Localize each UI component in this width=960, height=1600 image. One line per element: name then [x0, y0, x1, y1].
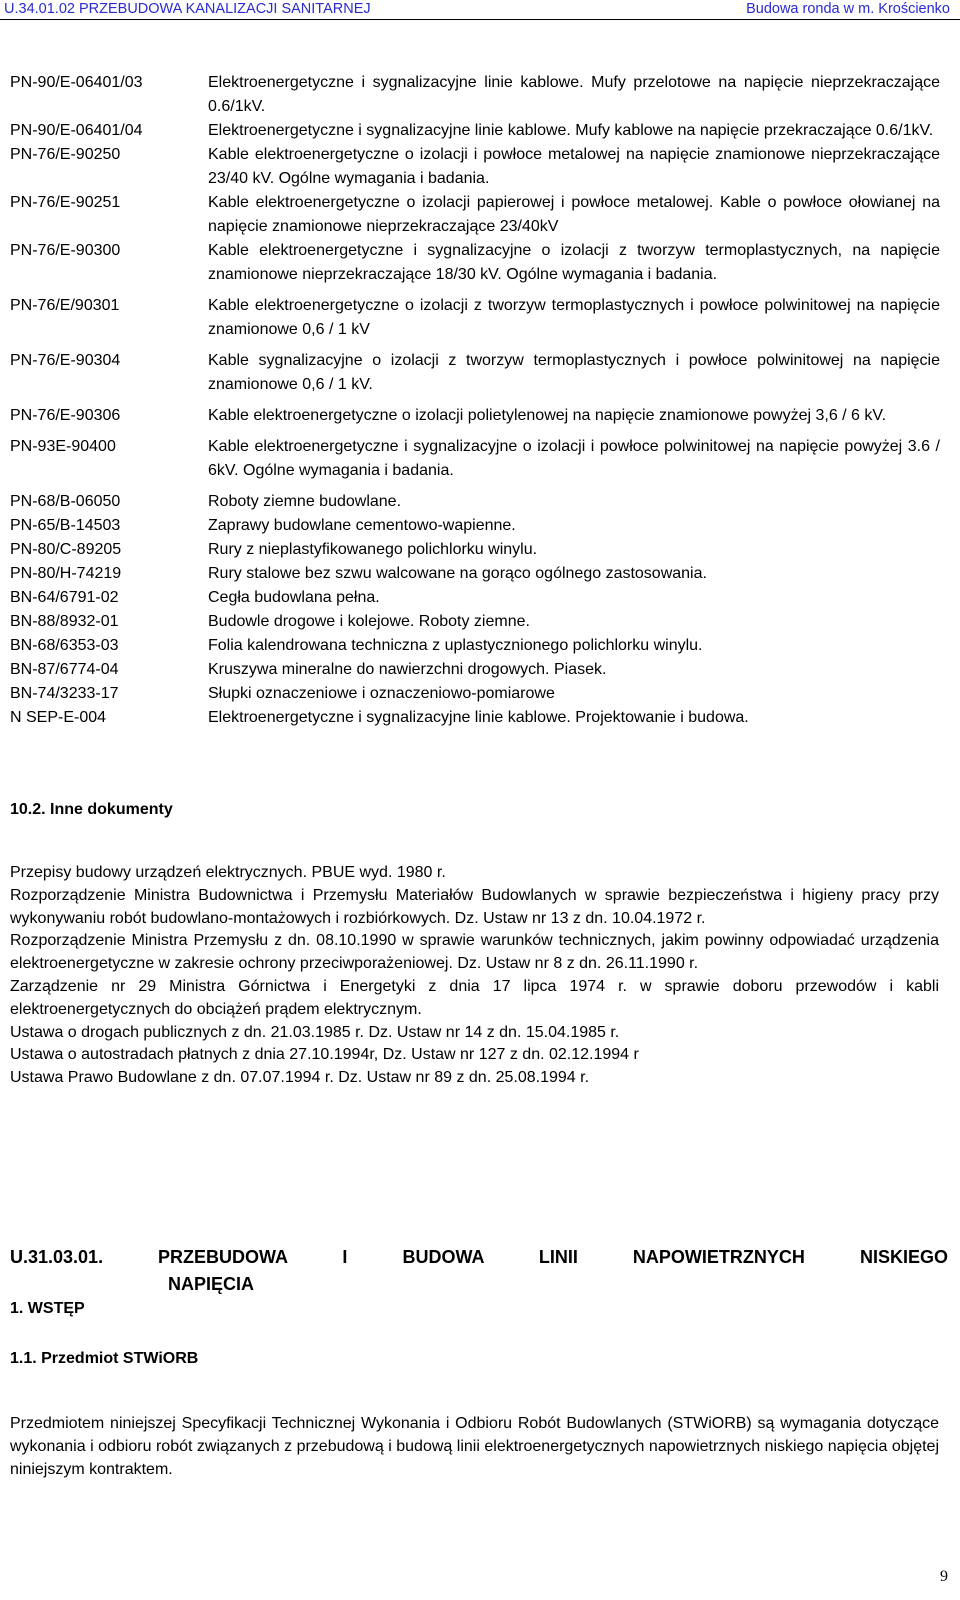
header-project-name: Budowa ronda w m. Krościenko — [746, 1, 950, 17]
standard-code: BN-74/3233-17 — [10, 685, 119, 702]
other-documents-list — [10, 862, 939, 1090]
standard-code: BN-87/6774-04 — [10, 661, 119, 678]
standard-row — [10, 490, 940, 514]
standard-description: Folia kalendrowana techniczna z uplastycznionego polichlorku winylu. — [208, 637, 703, 654]
standard-description: Budowle drogowe i kolejowe. Roboty ziemne. — [208, 613, 530, 630]
standard-description: Rury z nieplastyfikowanego polichlorku winylu. — [208, 541, 538, 558]
standard-row — [10, 610, 940, 634]
header-spec-code: U.34.01.02 PRZEBUDOWA KANALIZACJI SANITARNEJ — [4, 1, 371, 17]
page-number: 9 — [940, 1568, 948, 1585]
chapter-number: U.31.03.01. — [10, 1247, 104, 1267]
page-header — [0, 0, 960, 20]
standard-description: Kable elektroenergetyczne i sygnalizacyjne o izolacji i powłoce polwinitowej na napięcie powyżej 3.6 / 6kV. Ogólne wymagania i badania. — [208, 438, 940, 479]
standard-description: Cegła budowlana pełna. — [208, 589, 380, 606]
standard-code: PN-65/B-14503 — [10, 517, 121, 534]
other-documents-heading: 10.2. Inne dokumenty — [10, 801, 173, 818]
standard-row — [10, 349, 940, 397]
standard-code: PN-76/E/90301 — [10, 297, 120, 314]
standard-description: Rury stalowe bez szwu walcowane na gorąco ogólnego zastosowania. — [208, 565, 707, 582]
document-item: Rozporządzenie Ministra Budownictwa i Przemysłu Materiałów Budowlanych w sprawie bezpieczeństwa i higieny pracy przy wykonywaniu robót budowlano-montażowych i rozbiórkowych. Dz. Ustaw nr 13 z dn. 10.04.1972 r. — [10, 886, 939, 927]
standard-code: PN-76/E-90300 — [10, 242, 121, 259]
standard-description: Kruszywa mineralne do nawierzchni drogowych. Piasek. — [208, 661, 607, 678]
standard-code: PN-80/H-74219 — [10, 565, 122, 582]
standard-description: Słupki oznaczeniowe i oznaczeniowo-pomiarowe — [208, 685, 555, 702]
standard-row — [10, 658, 940, 682]
intro-paragraph: Przedmiotem niniejszej Specyfikacji Technicznej Wykonania i Odbioru Robót Budowlanych (STWiORB) są wymagania dotyczące wykonania i odbioru robót związanych z przebudową i budową linii elektroenergetycznych napowietrznych niskiego napięcia objętej niniejszym kontraktem. — [10, 1415, 939, 1478]
chapter-title-line1: PRZEBUDOWA I BUDOWA LINII NAPOWIETRZNYCH NISKIEGO — [158, 1247, 948, 1267]
standard-code: PN-90/E-06401/03 — [10, 74, 143, 91]
standard-row — [10, 143, 940, 191]
standard-row — [10, 294, 940, 342]
document-item: Ustawa Prawo Budowlane z dn. 07.07.1994 r. Dz. Ustaw nr 89 z dn. 25.08.1994 r. — [10, 1069, 590, 1087]
standard-code: PN-80/C-89205 — [10, 541, 122, 558]
standard-description: Zaprawy budowlane cementowo-wapienne. — [208, 517, 516, 534]
standard-code: BN-68/6353-03 — [10, 637, 119, 654]
standard-code: N SEP-E-004 — [10, 709, 107, 726]
standard-code: PN-76/E-90306 — [10, 407, 121, 424]
standard-row — [10, 191, 940, 239]
standard-row — [10, 119, 940, 143]
standard-row — [10, 562, 940, 586]
standard-description: Kable elektroenergetyczne o izolacji i powłoce metalowej na napięcie znamionowe nieprzekraczające 23/40 kV. Ogólne wymagania i badania. — [208, 146, 940, 187]
standard-row — [10, 435, 940, 483]
standard-code: PN-93E-90400 — [10, 438, 116, 455]
standard-row — [10, 71, 940, 119]
document-item: Zarządzenie nr 29 Ministra Górnictwa i Energetyki z dnia 17 lipca 1974 r. w sprawie doboru przewodów i kabli elektroenergetycznych do obciążeń prądem elektrycznym. — [10, 977, 939, 1018]
standard-description: Kable elektroenergetyczne i sygnalizacyjne o izolacji z tworzyw termoplastycznych, na napięcie znamionowe nieprzekraczające 18/30 kV. Ogólne wymagania i badania. — [208, 242, 940, 283]
standard-code: PN-76/E-90304 — [10, 352, 121, 369]
standard-row — [10, 634, 940, 658]
document-item: Przepisy budowy urządzeń elektrycznych. PBUE wyd. 1980 r. — [10, 864, 446, 881]
standard-code: PN-68/B-06050 — [10, 493, 121, 510]
document-item: Ustawa o drogach publicznych z dn. 21.03.1985 r. Dz. Ustaw nr 14 z dn. 15.04.1985 r. — [10, 1023, 620, 1041]
standard-description: Roboty ziemne budowlane. — [208, 493, 402, 510]
standard-description: Elektroenergetyczne i sygnalizacyjne linie kablowe. Mufy kablowe na napięcie przekraczające 0.6/1kV. — [208, 122, 934, 139]
standards-list — [10, 71, 940, 730]
standard-row — [10, 586, 940, 610]
document-item: Ustawa o autostradach płatnych z dnia 27.10.1994r, Dz. Ustaw nr 127 z dn. 02.12.1994 r — [10, 1046, 639, 1064]
standard-code: PN-76/E-90251 — [10, 194, 121, 211]
standard-description: Kable elektroenergetyczne o izolacji polietylenowej na napięcie znamionowe powyżej 3,6 / 6 kV. — [208, 407, 887, 424]
standard-row — [10, 404, 940, 428]
standard-code: BN-88/8932-01 — [10, 613, 119, 630]
chapter-title-line2: NAPIĘCIA — [168, 1274, 255, 1294]
standard-code: PN-76/E-90250 — [10, 146, 121, 163]
standard-description: Kable elektroenergetyczne o izolacji papierowej i powłoce metalowej. Kable o powłoce ołowianej na napięcie znamionowe nieprzekraczające 23/40kV — [208, 194, 940, 235]
standard-row — [10, 682, 940, 706]
standard-row — [10, 538, 940, 562]
section-1-1-heading: 1.1. Przedmiot STWiORB — [10, 1350, 199, 1367]
standard-description: Elektroenergetyczne i sygnalizacyjne linie kablowe. Projektowanie i budowa. — [208, 709, 749, 726]
standard-description: Kable sygnalizacyjne o izolacji z tworzyw termoplastycznych i powłoce polwinitowej na napięcie znamionowe 0,6 / 1 kV. — [208, 352, 940, 393]
standard-description: Elektroenergetyczne i sygnalizacyjne linie kablowe. Mufy przelotowe na napięcie nieprzekraczające 0.6/1kV. — [208, 74, 940, 115]
standard-code: BN-64/6791-02 — [10, 589, 119, 606]
standard-row — [10, 706, 940, 730]
standard-row — [10, 514, 940, 538]
document-item: Rozporządzenie Ministra Przemysłu z dn. 08.10.1990 w sprawie warunków technicznych, jakim powinny odpowiadać urządzenia elektroenergetyczne w zakresie ochrony przeciwporażeniowej. Dz. Ustaw nr 8 z dn. 26.11.1990 r. — [10, 932, 939, 973]
standard-description: Kable elektroenergetyczne o izolacji z tworzyw termoplastycznych i powłoce polwinitowej na napięcie znamionowe 0,6 / 1 kV — [208, 297, 940, 338]
chapter-heading — [10, 1244, 948, 1294]
section-1-heading: 1. WSTĘP — [10, 1300, 85, 1317]
standard-code: PN-90/E-06401/04 — [10, 122, 143, 139]
standard-row — [10, 239, 940, 287]
